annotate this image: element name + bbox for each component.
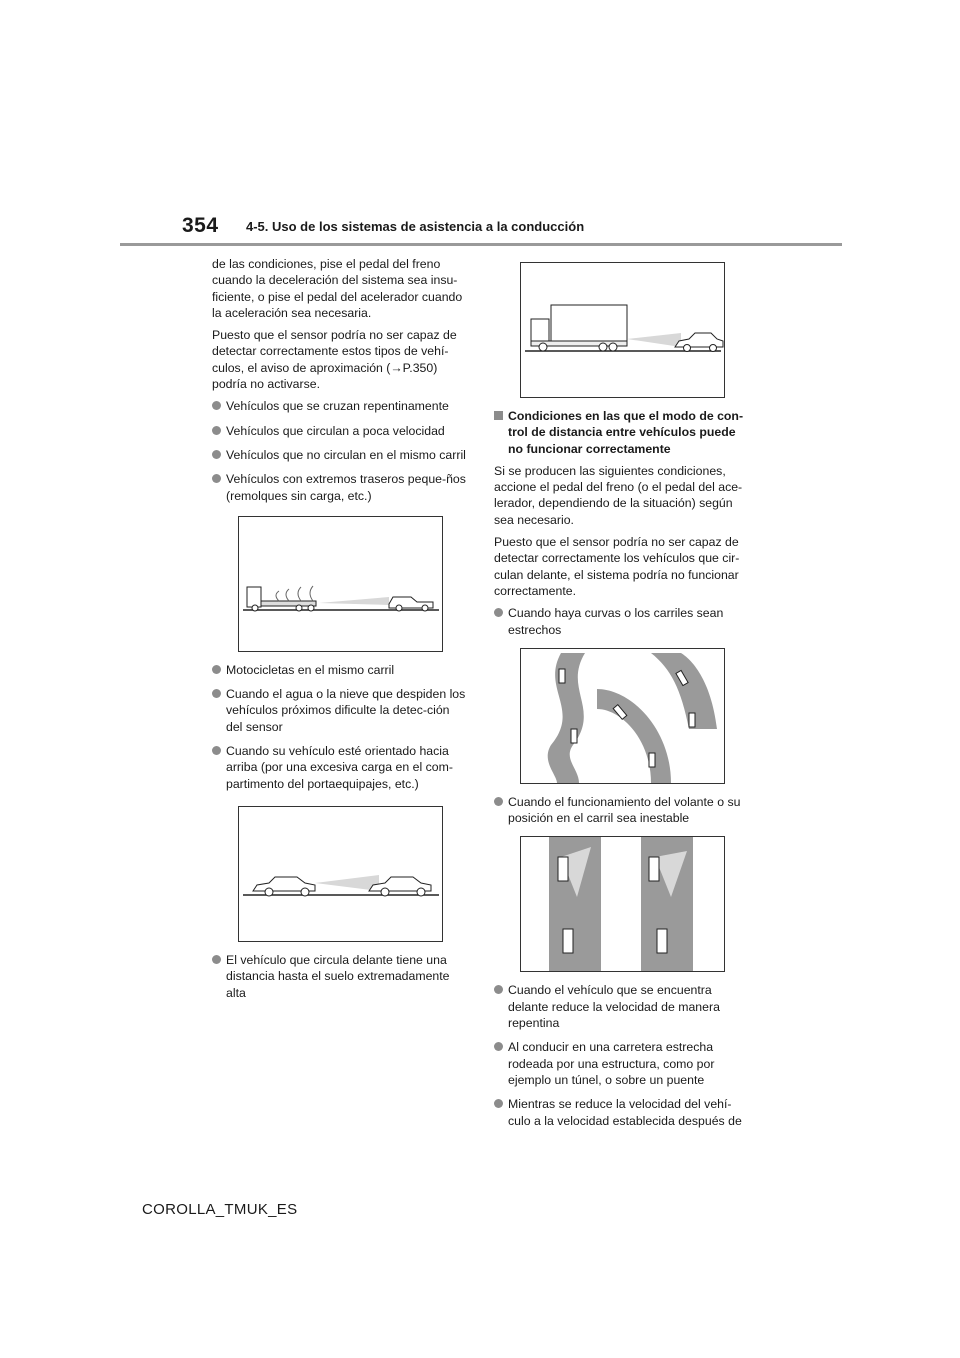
bullet-icon (212, 665, 221, 674)
list-item: Vehículos que circulan a poca velocidad (212, 423, 467, 439)
section-subheading: Condiciones en las que el modo de con-trol de distancia entre vehículos puede no funcionar correctamente (494, 408, 749, 457)
bullet-icon (212, 474, 221, 483)
list-item: Cuando el vehículo que se encuentra delante reduce la velocidad de manera repentina (494, 982, 749, 1031)
intro-paragraph-2: Puesto que el sensor podría no ser capaz de detectar correctamente estos tipos de vehí-culos, el aviso de aproximación (→P.350) podría no activarse. (212, 328, 457, 392)
right-column (494, 262, 749, 1137)
unstable-lane-position-illustration (520, 836, 725, 972)
section-title: 4-5. Uso de los sistemas de asistencia a la conducción (246, 219, 585, 234)
paragraph: Puesto que el sensor podría no ser capaz de detectar correctamente los vehículos que cir-culan delante, el sistema podría no funcionar correctamente. (494, 535, 740, 598)
paragraph: Si se producen las siguientes condiciones, accione el pedal del freno (o el pedal del ace-lerador, dependiendo de la situación) según sea necesario. (494, 463, 743, 527)
bullet-icon (212, 955, 221, 964)
list-item: Motocicletas en el mismo carril (212, 662, 467, 678)
bullet-icon (494, 1099, 503, 1108)
bullet-icon (212, 689, 221, 698)
bullet-icon (494, 797, 503, 806)
list-item: El vehículo que circula delante tiene una distancia hasta el suelo extremadamente alta (212, 952, 467, 1001)
list-item: Vehículos con extremos traseros peque-ños (remolques sin carga, etc.) (212, 471, 467, 504)
list-item: Cuando haya curvas o los carriles sean estrechos (494, 605, 749, 638)
car-tilted-up-illustration (238, 806, 443, 942)
intro-paragraph-1: de las condiciones, pise el pedal del freno cuando la deceleración del sistema sea insu-ficiente, o pise el pedal del acelerador cuando la aceleración sea necesaria. (212, 257, 463, 320)
bullet-icon (212, 450, 221, 459)
square-bullet-icon (494, 411, 503, 420)
curved-roads-illustration (520, 648, 725, 784)
list-item: Vehículos que se cruzan repentinamente (212, 398, 467, 414)
bullet-icon (212, 746, 221, 755)
list-item: Mientras se reduce la velocidad del vehí-culo a la velocidad establecida después de (494, 1096, 749, 1129)
list-item: Cuando el funcionamiento del volante o su posición en el carril sea inestable (494, 794, 749, 827)
list-item: Al conducir en una carretera estrecha rodeada por una estructura, como por ejemplo un túnel, o sobre un puente (494, 1039, 749, 1088)
list-item: Vehículos que no circulan en el mismo carril (212, 447, 467, 463)
list-item: Cuando el agua o la nieve que despiden los vehículos próximos dificulte la detec-ción del sensor (212, 686, 467, 735)
truck-high-clearance-illustration (520, 262, 725, 398)
bullet-icon (212, 426, 221, 435)
footer-code: COROLLA_TMUK_ES (142, 1201, 298, 1218)
bullet-icon (494, 985, 503, 994)
left-column (212, 256, 467, 1009)
bullet-icon (494, 1042, 503, 1051)
bullet-icon (212, 401, 221, 410)
header-divider (120, 243, 842, 246)
bullet-icon (494, 608, 503, 617)
page-number: 354 (182, 214, 219, 237)
list-item: Cuando su vehículo esté orientado hacia arriba (por una excesiva carga en el com-partimento del portaequipajes, etc.) (212, 743, 467, 792)
truck-trailer-illustration (238, 516, 443, 652)
